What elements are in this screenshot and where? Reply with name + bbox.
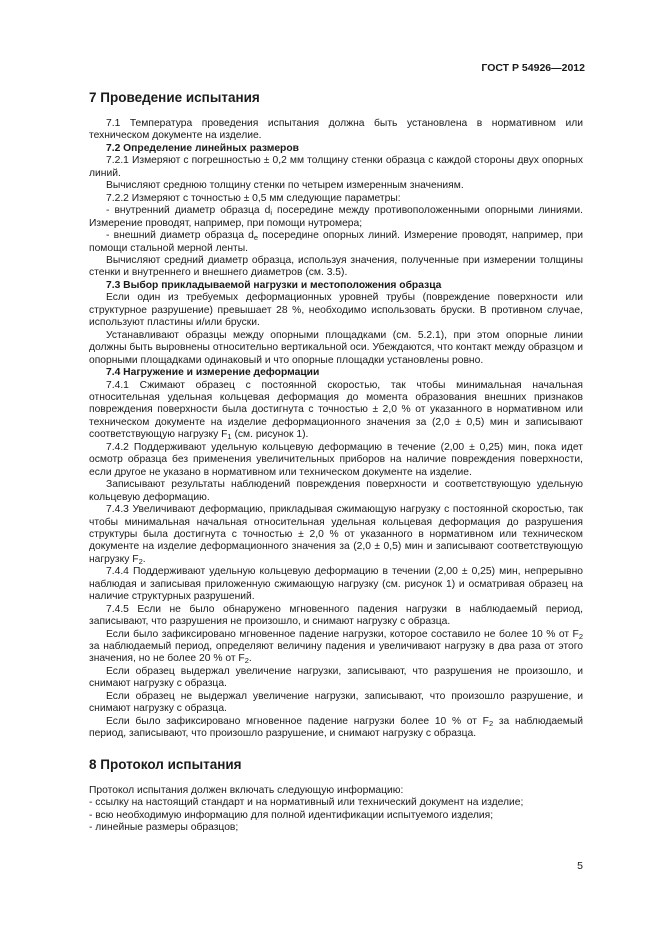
para-7-4-2b: Записывают результаты наблюдений повреждения поверхности и соответствующую удельную кольцевую деформацию. xyxy=(89,479,583,503)
para-7-4-5b: Если было зафиксировано мгновенное падение нагрузки, которое составило не более 10 % от $F_2$ за наблюдаемый период, определяют величину падения и увеличивают нагрузку в два раза от этого значения, но не более 20 % от $F_2$. xyxy=(89,628,583,666)
para-8-intro: Протокол испытания должен включать следующую информацию: xyxy=(89,784,404,796)
standard-code: ГОСТ Р 54926—2012 xyxy=(481,62,585,74)
para-7-2-1b: Вычисляют среднюю толщину стенки по четырем измеренным значениям. xyxy=(106,180,464,192)
para-7-4-3: 7.4.3 Увеличивают деформацию, прикладывая сжимающую нагрузку с постоянной скоростью, так чтобы минимальная начальная относительная удельная кольцевая деформация до разрушения структуры была достигнута с точностью ± 2,0 % от указанного в нормативном или техническом документе на изделие деформационного значения за (2,0 ± 0,5) мин и записывают соответствующую нагрузку $F_2$. xyxy=(89,504,583,566)
heading-7-3: 7.3 Выбор прикладываемой нагрузки и местоположения образца xyxy=(106,279,442,291)
para-7-3b: Устанавливают образцы между опорными площадками (см. 5.2.1), при этом опорные линии должны быть выровнены относительно вертикальной оси. Убеждаются, что контакт между образцом и опорными площадками одинаковый и что опорные площадки установлены ровно. xyxy=(89,329,583,366)
para-7-3a: Если один из требуемых деформационных уровней трубы (повреждение поверхности или структурное разрушение) превышает 28 %, необходимо использовать бруски. В противном случае, используют пластины и/или бруски. xyxy=(89,292,583,329)
section-7-title: 7 Проведение испытания xyxy=(89,90,260,105)
para-7-4-1: 7.4.1 Сжимают образец с постоянной скоростью, так чтобы минимальная начальная относительная удельная кольцевая деформация до момента образования внешних признаков повреждения поверхности была достигнута с точностью ± 2,0 % от указанного в нормативном или техническом документе на изделие деформационного значения за (2,0 ± 0,5) мин и записывают соответствующую нагрузку $F_1$ (см. рисунок 1). xyxy=(89,379,583,442)
page-number: 5 xyxy=(577,860,583,872)
para-7-4-5d: Если образец не выдержал увеличение нагрузки, записывают, что произошло разрушение, и снимают нагрузку с образца. xyxy=(89,690,583,715)
heading-7-2: 7.2 Определение линейных размеров xyxy=(106,142,299,154)
para-7-2-2: 7.2.2 Измеряют с точностью ± 0,5 мм следующие параметры: xyxy=(106,192,401,204)
heading-7-4: 7.4 Нагружение и измерение деформации xyxy=(106,367,320,379)
list-item: - ссылку на настоящий стандарт и на нормативный или технический документ на изделие; xyxy=(89,797,524,809)
para-7-4-2: 7.4.2 Поддерживают удельную кольцевую деформацию в течение (2,00 ± 0,25) мин, пока идет осмотр образца без применения увеличительных приборов на наличие повреждения поверхности, если другое не указано в нормативном или техническом документе на изделие. xyxy=(89,441,583,478)
para-7-4-5c: Если образец выдержал увеличение нагрузки, записывают, что разрушения не произошло, и снимают нагрузку с образца. xyxy=(89,665,583,690)
para-7-4-4: 7.4.4 Поддерживают удельную кольцевую деформацию в течении (2,00 ± 0,25) мин, непрерывно наблюдая и записывая приложенную сжимающую нагрузку (см. рисунок 1) и осматривая образец на наличие структурных разрушений. xyxy=(89,566,583,603)
para-7-2-2c: Вычисляют средний диаметр образца, используя значения, полученные при измерении толщины стенки и внутреннего и внешнего диаметров (см. 3.5). xyxy=(89,254,583,279)
para-7-4-5e: Если было зафиксировано мгновенное падение нагрузки более 10 % от $F_2$ за наблюдаемый период, записывают, что произошло разрушение, и снимают нагрузку с образца. xyxy=(89,715,584,740)
list-item: - линейные размеры образцов; xyxy=(89,822,239,834)
para-7-2-1: 7.2.1 Измеряют с погрешностью ± 0,2 мм толщину стенки образца с каждой стороны двух опорных линий. xyxy=(89,155,583,179)
section-7 xyxy=(89,90,583,834)
para-7-2-2-inner-diameter: - внутренний диаметр образца $d_i$ посередине между противоположенными опорными линиями. Измерение проводят, например, при помощи нутромера; xyxy=(89,205,584,229)
para-7-1: 7.1 Температура проведения испытания должна быть установлена в нормативном или техническом документе на изделие. xyxy=(89,118,583,142)
para-7-2-2-outer-diameter: - внешний диаметр образца $d_e$ посередине опорных линий. Измерение проводят, например, при помощи стальной мерной ленты. xyxy=(89,230,583,254)
section-8-title: 8 Протокол испытания xyxy=(89,756,242,772)
para-7-4-5: 7.4.5 Если не было обнаружено мгновенного падения нагрузки в наблюдаемый период, записывают, что разрушения не произошло, и снимают нагрузку с образца. xyxy=(89,603,583,628)
list-item: - всю необходимую информацию для полной идентификации испытуемого изделия; xyxy=(89,809,494,821)
